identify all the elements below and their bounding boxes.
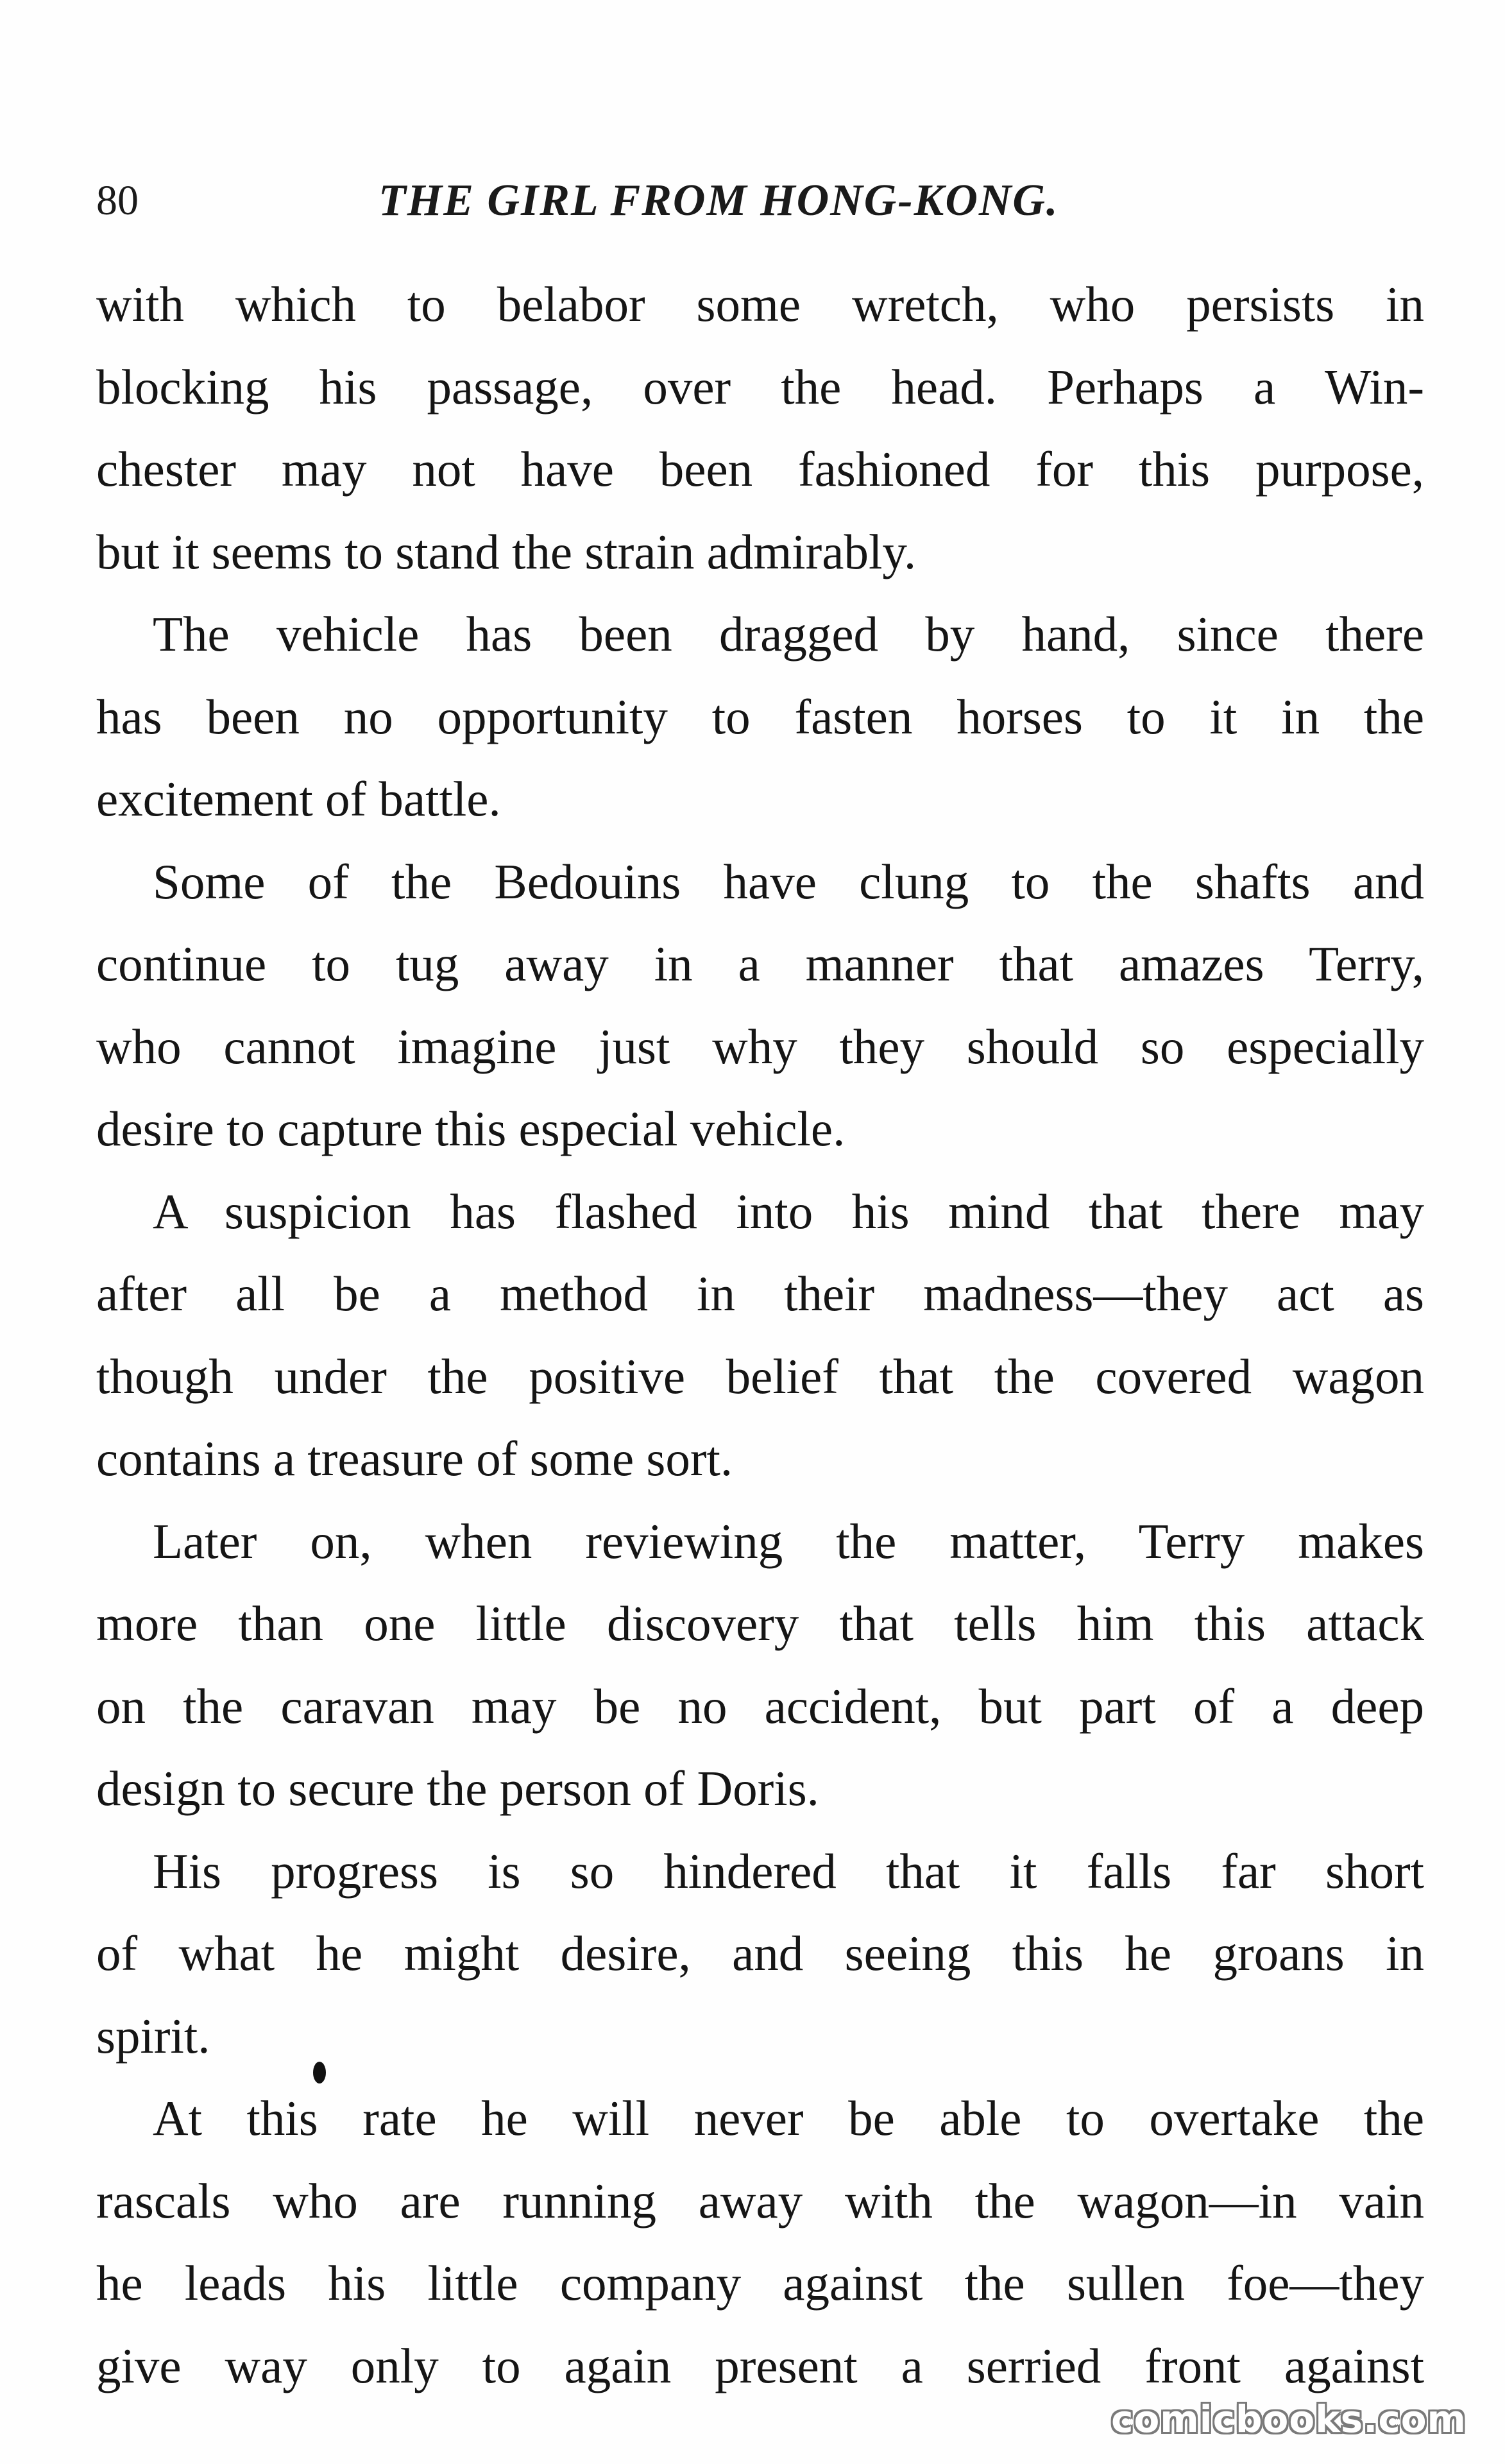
text-line: rascals who are running away with the wagon—in vain: [96, 2173, 1424, 2229]
text-line: more than one little discovery that tells him this attack: [96, 1596, 1424, 1651]
text-line: blocking his passage, over the head. Perhaps a Win-: [96, 359, 1424, 415]
text-line: has been no opportunity to fasten horses to it in the: [96, 689, 1424, 744]
text-line: desire to capture this especial vehicle.: [96, 1101, 846, 1156]
page-header: [96, 172, 1443, 230]
watermark: comicbooks.com: [1111, 2397, 1467, 2441]
text-line: Some of the Bedouins have clung to the shafts and: [153, 853, 1424, 909]
text-line: with which to belabor some wretch, who persists in: [96, 277, 1424, 332]
page-number: 80: [96, 177, 139, 224]
body-text: [96, 263, 1424, 2407]
text-line: after all be a method in their madness—they act as: [96, 1266, 1424, 1321]
text-line: excitement of battle.: [96, 771, 501, 826]
text-line: he leads his little company against the sullen foe—they: [96, 2255, 1424, 2311]
text-line: At this rate he will never be able to overtake the: [153, 2091, 1424, 2146]
text-line: though under the positive belief that the covered wagon: [96, 1348, 1424, 1404]
text-line: The vehicle has been dragged by hand, since there: [153, 606, 1424, 662]
text-line: contains a treasure of some sort.: [96, 1431, 733, 1486]
running-title: THE GIRL FROM HONG-KONG.: [378, 176, 1059, 225]
text-line: chester may not have been fashioned for this purpose,: [96, 441, 1424, 497]
text-line: continue to tug away in a manner that amazes Terry,: [96, 936, 1424, 991]
text-line: of what he might desire, and seeing this he groans in: [96, 1926, 1424, 1981]
text-line: on the caravan may be no accident, but part of a deep: [96, 1678, 1424, 1734]
text-line: give way only to again present a serried front against: [96, 2338, 1424, 2393]
text-line: A suspicion has flashed into his mind that there may: [153, 1183, 1424, 1239]
text-line: spirit.: [96, 2008, 210, 2064]
text-line: His progress is so hindered that it falls far short: [153, 1843, 1424, 1899]
text-line: Later on, when reviewing the matter, Terry makes: [153, 1513, 1424, 1569]
text-line: but it seems to stand the strain admirably.: [96, 524, 917, 579]
text-line: who cannot imagine just why they should so especially: [96, 1018, 1424, 1074]
text-line: design to secure the person of Doris.: [96, 1761, 819, 1816]
ink-blot: [313, 2062, 326, 2083]
